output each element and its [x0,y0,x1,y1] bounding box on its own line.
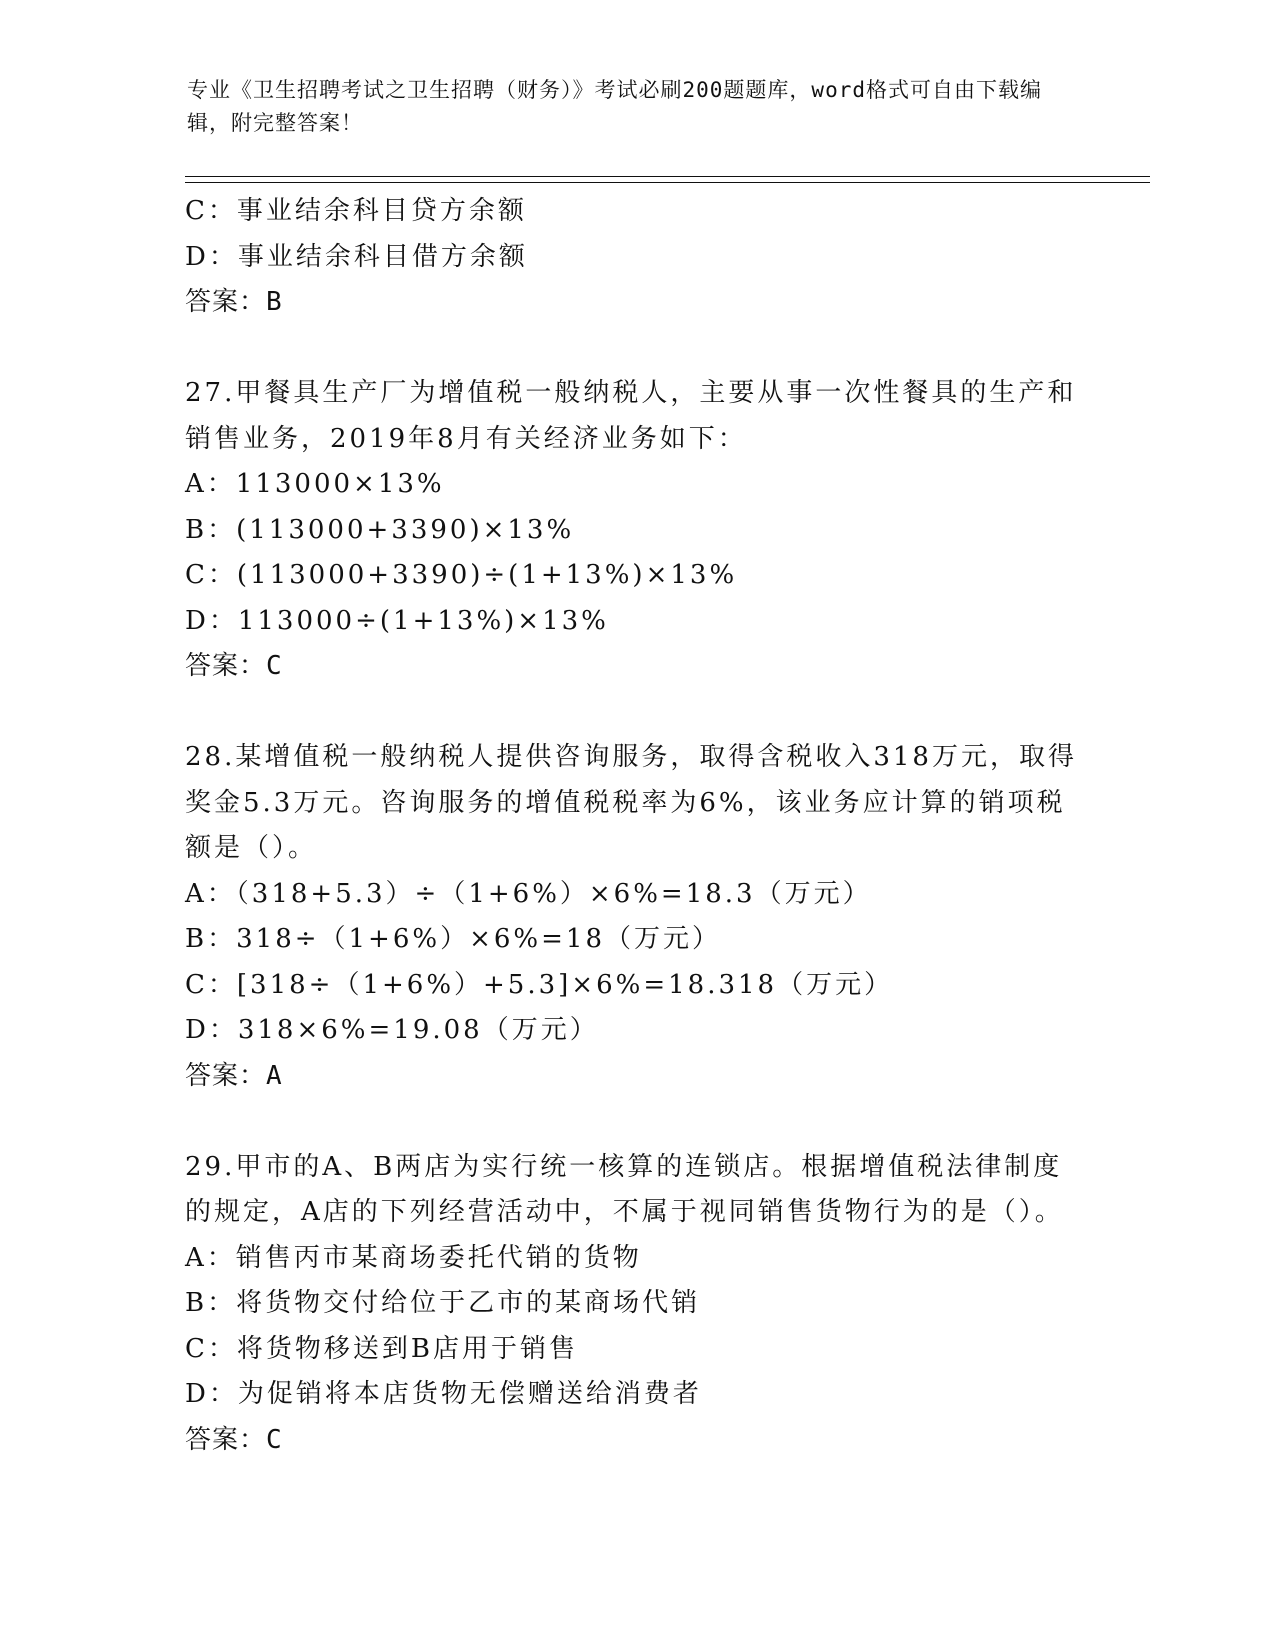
option-c: C：事业结余科目贷方余额 [185,196,527,226]
option-d: D：事业结余科目借方余额 [185,241,528,272]
question-29-text-line-1: 29.甲市的A、B两店为实行统一核算的连锁店。根据增值税法律制度 [185,1151,1063,1182]
question-29-text-line-2: 的规定，A店的下列经营活动中，不属于视同销售货物行为的是（）。 [185,1197,1064,1227]
question-29-option-b: B：将货物交付给位于乙市的某商场代销 [185,1288,701,1318]
question-27-text-line-2: 销售业务，2019年8月有关经济业务如下： [185,423,747,454]
question-27-option-c: C：(113000+3390)÷(1+13%)×13% [185,560,738,590]
question-28-text-line-1: 28.某增值税一般纳税人提供咨询服务，取得含税收入318万元，取得 [185,742,1077,772]
question-27-option-d: D：113000÷(1+13%)×13% [185,605,609,636]
question-27-answer: 答案：C [185,651,283,681]
document-body [185,189,1085,1463]
question-29-option-c: C：将货物移送到B店用于销售 [185,1333,579,1364]
question-28-text-line-2: 奖金5.3万元。咨询服务的增值税税率为6%，该业务应计算的销项税 [185,787,1066,818]
question-28-option-b: B：318÷（1+6%）×6%=18（万元） [185,924,721,954]
question-27-text-line-1: 27.甲餐具生产厂为增值税一般纳税人，主要从事一次性餐具的生产和 [185,378,1077,408]
question-29-option-d: D：为促销将本店货物无偿赠送给消费者 [185,1379,702,1409]
spacer [185,690,1085,736]
question-28-text-line-3: 额是（）。 [185,833,318,863]
question-27-option-a: A：113000×13% [185,469,445,499]
question-28-option-d: D：318×6%=19.08（万元） [185,1015,599,1045]
page-header: 专业《卫生招聘考试之卫生招聘（财务）》考试必刷200题题库，word格式可自由下载编辑，附完整答案！ [187,78,1042,135]
question-27-option-b: B：(113000+3390)×13% [185,514,575,545]
question-29-answer: 答案：C [185,1424,283,1455]
question-28-option-a: A：（318+5.3）÷（1+6%）×6%=18.3（万元） [185,878,872,909]
question-29-option-a: A：销售丙市某商场委托代销的货物 [185,1242,642,1273]
question-28-option-c: C：[318÷（1+6%）+5.3]×6%=18.318（万元） [185,969,894,1000]
header-divider [185,176,1150,183]
spacer [185,326,1085,372]
question-28-answer: 答案：A [185,1060,283,1091]
answer-line: 答案：B [185,287,283,317]
spacer [185,1099,1085,1145]
